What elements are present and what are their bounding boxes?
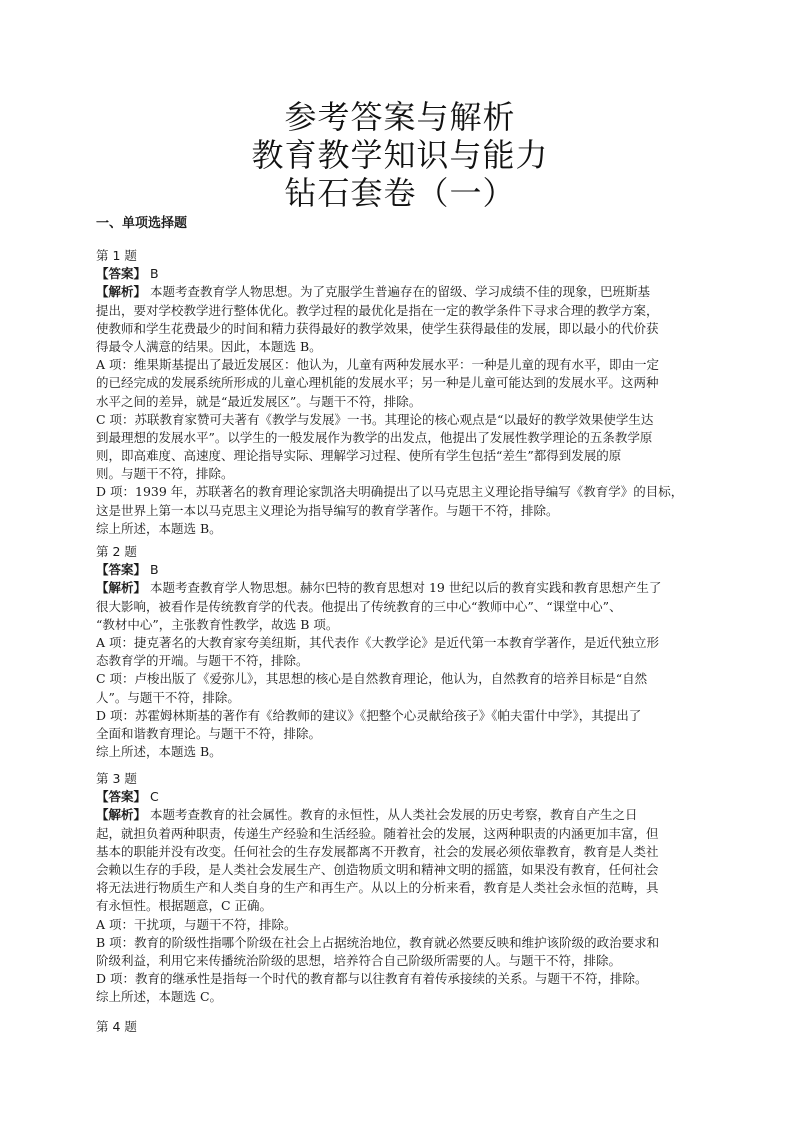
text-line: 得最令人满意的结果。因此，本题选 B。: [96, 338, 322, 354]
text-line: 会赖以生存的手段，是人类社会发展生产、创造物质文明和精神文明的摇篮，如果没有教育，任何社会: [96, 861, 659, 877]
text-line: 本题考查教育的社会属性。教育的永恒性，从人类社会发展的历史考察，教育自产生之日: [150, 807, 638, 823]
document-title: [0, 98, 800, 212]
text-line: 很大影响，被看作是传统教育学的代表。他提出了传统教育的三中心“教师中心”、“课堂中心”、: [96, 598, 622, 614]
question-4: [96, 1018, 708, 1036]
text-line: 阶级利益，利用它来传播统治阶级的思想，培养符合自己阶级所需要的人。与题干不符，排除。: [96, 952, 622, 968]
answer-line: [96, 561, 708, 579]
text-line: 起，就担负着两种职责，传递生产经验和生活经验。随着社会的发展，这两种职责的内涵更加丰富，但: [96, 825, 659, 841]
text-line: 则。与题干不符，排除。: [96, 466, 234, 482]
answer-value: C: [150, 789, 159, 805]
question-title: 第 2 题: [96, 544, 137, 559]
text-line: 水平之间的差异，就是“最近发展区”。与题干不符，排除。: [96, 393, 422, 409]
text-line: 本题考查教育学人物思想。赫尔巴特的教育思想对 19 世纪以后的教育实践和教育思想产生了: [150, 580, 662, 596]
question-1: [96, 247, 708, 538]
text-line: 综上所述，本题选 B。: [96, 744, 222, 760]
analysis-line: [96, 283, 708, 301]
text-line: 这是世界上第一本以马克思主义理论为指导编写的教育学著作。与题干不符，排除。: [96, 502, 559, 518]
analysis-line: [96, 579, 708, 597]
answer-line: [96, 265, 708, 283]
question-title: 第 4 题: [96, 1019, 137, 1034]
answer-label: 【答案】: [96, 266, 147, 282]
text-line: 基本的职能并没有改变。任何社会的生存发展都离不开教育，社会的发展必须依靠教育，教育是人类社: [96, 843, 659, 859]
text-line: 有永恒性。根据题意，C 正确。: [96, 898, 273, 914]
title-line-1: 参考答案与解析: [284, 98, 516, 136]
analysis-label: 【解析】: [96, 580, 147, 596]
text-line: A 项：维果斯基提出了最近发展区：他认为，儿童有两种发展水平：一种是儿童的现有水平，即由一定: [96, 357, 660, 373]
text-line: 的已经完成的发展系统所形成的儿童心理机能的发展水平；另一种是儿童可能达到的发展水平。这两种: [96, 375, 659, 391]
answer-value: B: [150, 266, 159, 282]
text-line: C 项：苏联教育家赞可夫著有《教学与发展》一书。其理论的核心观点是“以最好的教学效果使学生达: [96, 411, 654, 427]
analysis-label: 【解析】: [96, 284, 147, 300]
question-title: 第 1 题: [96, 248, 137, 263]
text-line: 人”。与题干不符，排除。: [96, 689, 240, 705]
question-2: [96, 543, 708, 761]
question-3: [96, 770, 708, 1006]
text-line: A 项：干扰项，与题干不符，排除。: [96, 916, 297, 932]
text-line: A 项：捷克著名的大教育家夸美纽斯，其代表作《大教学论》是近代第一本教育学著作，是近代独立形: [96, 634, 660, 650]
text-line: 到最理想的发展水平”。以学生的一般发展作为教学的出发点，他提出了发展性教学理论的五条教学原: [96, 429, 653, 445]
answer-label: 【答案】: [96, 562, 147, 578]
text-line: B 项：教育的阶级性指哪个阶级在社会上占据统治地位，教育就必然要反映和维护该阶级的政治要求和: [96, 934, 660, 950]
title-line-3: 钻石套卷（一）: [284, 174, 516, 212]
text-line: 综上所述，本题选 B。: [96, 520, 222, 536]
answer-line: [96, 788, 708, 806]
text-line: 综上所述，本题选 C。: [96, 989, 223, 1005]
answer-label: 【答案】: [96, 789, 147, 805]
text-line: D 项：苏霍姆林斯基的著作有《给教师的建议》《把整个心灵献给孩子》《帕夫雷什中学》，其提出了: [96, 707, 642, 723]
text-line: 态教育学的开端。与题干不符，排除。: [96, 653, 309, 669]
question-title: 第 3 题: [96, 771, 137, 786]
text-line: 则，即高难度、高速度、理论指导实际、理解学习过程、使所有学生包括“差生”都得到发展的原: [96, 448, 622, 464]
text-line: C 项：卢梭出版了《爱弥儿》，其思想的核心是自然教育理论，他认为，自然教育的培养目标是“自然: [96, 671, 648, 687]
text-line: 将无法进行物质生产和人类自身的生产和再生产。从以上的分析来看，教育是人类社会永恒的范畴，具: [96, 880, 659, 896]
analysis-line: [96, 806, 708, 824]
text-line: 使教师和学生花费最少的时间和精力获得最好的教学效果，使学生获得最佳的发展，即以最小的代价获: [96, 320, 659, 336]
answer-value: B: [150, 562, 159, 578]
text-line: D 项：1939 年，苏联著名的教育理论家凯洛夫明确提出了以马克思主义理论指导编写《教育学》的目标，: [96, 484, 684, 500]
section-heading: 一、单项选择题: [96, 216, 188, 231]
text-line: D 项：教育的继承性是指每一个时代的教育都与以往教育有着传承接续的关系。与题干不符，排除。: [96, 971, 648, 987]
text-line: 本题考查教育学人物思想。为了克服学生普遍存在的留级、学习成绩不佳的现象，巴班斯基: [150, 284, 651, 300]
text-line: “教材中心”，主张教育性教学，故选 B 项。: [96, 616, 339, 632]
title-line-2: 教育教学知识与能力: [251, 136, 549, 174]
text-line: 全面和谐教育理论。与题干不符，排除。: [96, 725, 322, 741]
text-line: 提出，要对学校教学进行整体优化。教学过程的最优化是指在一定的教学条件下寻求合理的教学方案，: [96, 302, 659, 318]
analysis-label: 【解析】: [96, 807, 147, 823]
